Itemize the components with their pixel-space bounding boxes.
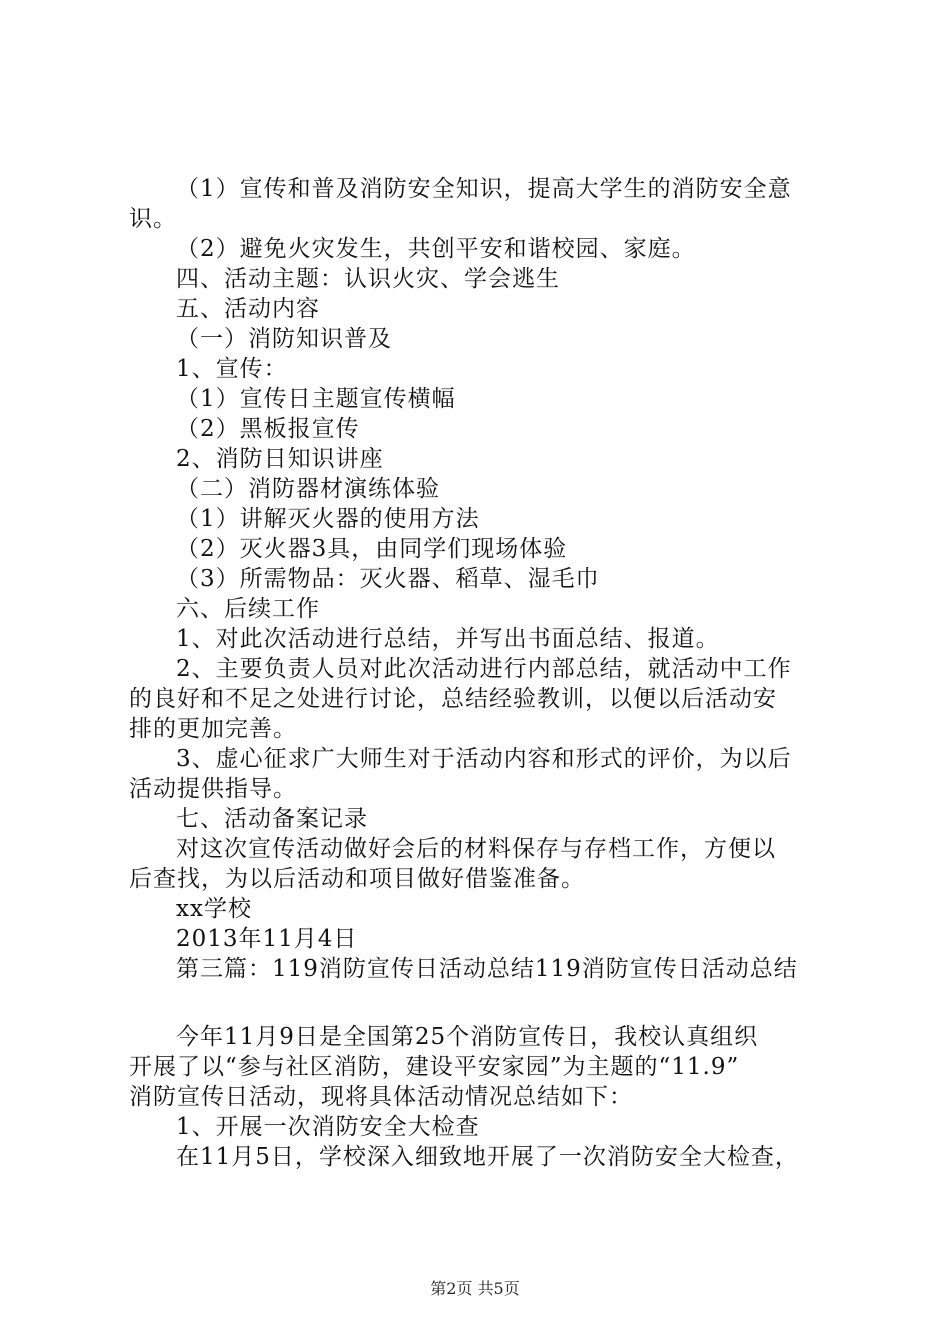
text-line: 开展了以“参与社区消防，建设平安家园”为主题的“11.9” [129, 1054, 740, 1080]
text-line: （1）讲解灭火器的使用方法 [176, 506, 480, 532]
signature-school: xx学校 [176, 896, 252, 922]
text-line: 3、虚心征求广大师生对于活动内容和形式的评价，为以后 [176, 746, 792, 772]
page-footer: 第2页 共5页 [430, 1279, 520, 1298]
text-line: 1、对此次活动进行总结，并写出书面总结、报道。 [176, 626, 720, 652]
signature-date: 2013年11月4日 [176, 926, 358, 952]
text-line: 消防宣传日活动，现将具体活动情况总结如下： [129, 1084, 633, 1110]
subsection-heading: （二）消防器材演练体验 [176, 476, 440, 502]
document-body [129, 174, 841, 1172]
text-line: 活动提供指导。 [129, 776, 297, 802]
text-line: （2）黑板报宣传 [176, 416, 360, 442]
text-line: 1、开展一次消防安全大检查 [176, 1114, 480, 1140]
text-line: （3）所需物品：灭火器、稻草、湿毛巾 [176, 566, 600, 592]
text-line: 2、消防日知识讲座 [176, 446, 384, 472]
text-line: 后查找，为以后活动和项目做好借鉴准备。 [129, 866, 585, 892]
text-line: 在11月5日，学校深入细致地开展了一次消防安全大检查， [176, 1144, 799, 1170]
text-line: 2、主要负责人员对此次活动进行内部总结，就活动中工作 [176, 656, 792, 682]
section-heading: 七、活动备案记录 [176, 806, 368, 832]
text-line: 今年11月9日是全国第25个消防宣传日，我校认真组织 [176, 1024, 759, 1050]
chapter-title: 第三篇：119消防宣传日活动总结119消防宣传日活动总结 [176, 956, 798, 982]
text-line: 识。 [129, 206, 177, 232]
subsection-heading: （一）消防知识普及 [176, 326, 392, 352]
text-line: （2）灭火器3具，由同学们现场体验 [176, 536, 568, 562]
section-heading: 五、活动内容 [176, 296, 320, 322]
text-line: 对这次宣传活动做好会后的材料保存与存档工作，方便以 [176, 836, 776, 862]
blank-gap [129, 984, 841, 1022]
text-line: （2）避免火灾发生，共创平安和谐校园、家庭。 [176, 236, 696, 262]
text-line: （1）宣传和普及消防安全知识，提高大学生的消防安全意 [176, 176, 792, 202]
text-line: 1、宣传： [176, 356, 288, 382]
text-line: 排的更加完善。 [129, 716, 297, 742]
section-heading: 六、后续工作 [176, 596, 320, 622]
text-line: （1）宣传日主题宣传横幅 [176, 386, 456, 412]
text-line: 的良好和不足之处进行讨论，总结经验教训，以便以后活动安 [129, 686, 777, 712]
section-heading: 四、活动主题：认识火灾、学会逃生 [176, 266, 560, 292]
